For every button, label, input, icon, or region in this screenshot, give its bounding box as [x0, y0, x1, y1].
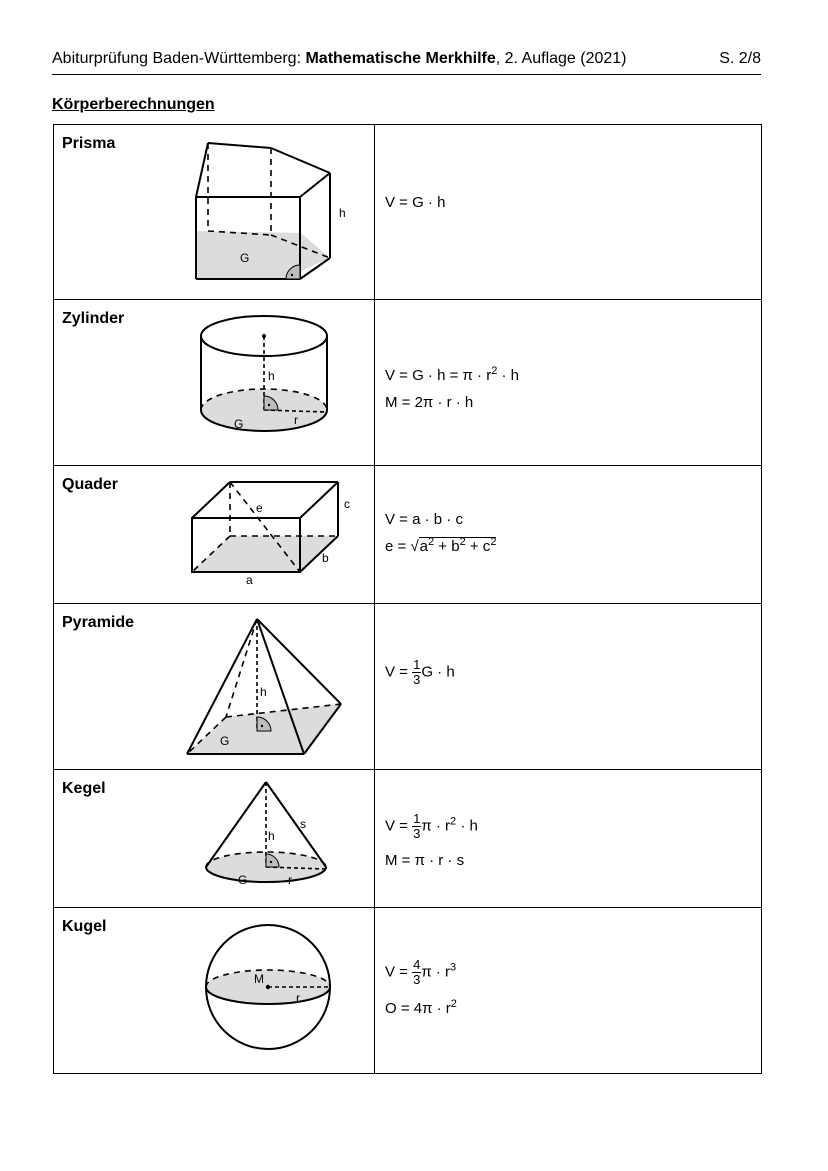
- fraction: [412, 658, 421, 687]
- kegel-formulas: [385, 812, 478, 868]
- formula-surface: [385, 999, 457, 1016]
- exponent: 2: [491, 365, 498, 377]
- formula-surface-text: O = 4π · r: [385, 1000, 451, 1017]
- denominator: 3: [413, 972, 421, 987]
- formula-lhs: V =: [385, 663, 413, 681]
- pyramide-formula-cell: [375, 604, 762, 770]
- row-kegel: [54, 770, 762, 908]
- formula-volume: V = G · h: [385, 194, 446, 211]
- formula-tail: π · r: [421, 963, 451, 981]
- label-G: G: [238, 873, 248, 887]
- kugel-formula-cell: [375, 908, 762, 1074]
- denominator: 3: [413, 672, 421, 687]
- numerator: 1: [413, 657, 421, 672]
- shape-name: Kegel: [62, 780, 106, 797]
- formula-lateral-area: M = 2π · r · h: [385, 394, 474, 411]
- formula-lateral-area: M = π · r · s: [385, 852, 465, 869]
- prisma-figure-cell: [54, 125, 375, 300]
- shape-name: Quader: [62, 476, 119, 493]
- formula-volume-tail: · h: [497, 367, 520, 384]
- label-h: h: [268, 369, 275, 383]
- formula-tail: G · h: [421, 663, 455, 681]
- kugel-figure-cell: [54, 908, 375, 1074]
- fraction: [412, 958, 421, 987]
- formula-volume: [385, 658, 455, 687]
- quader-figure-cell: [54, 466, 375, 604]
- pyramide-formulas: [385, 658, 455, 687]
- section-title: Körperberechnungen: [52, 96, 215, 113]
- kegel-formula-cell: [375, 770, 762, 908]
- label-r: r: [288, 873, 292, 887]
- label-h: h: [260, 685, 267, 699]
- row-prisma: [54, 125, 762, 300]
- exponent: 2: [459, 536, 466, 548]
- row-quader: [54, 466, 762, 604]
- numerator: 1: [413, 811, 421, 826]
- page-header: [52, 48, 761, 75]
- radicand-a: a: [419, 538, 429, 555]
- zylinder-formulas: [385, 366, 519, 410]
- pyramid-figure: [54, 604, 374, 770]
- label-a: a: [246, 573, 253, 587]
- numerator: 4: [413, 957, 421, 972]
- header-prefix: Abiturprüfung Baden-Württemberg:: [52, 50, 306, 67]
- formula-tail: π · r: [421, 817, 451, 835]
- header-bold: Mathematische Merkhilfe: [305, 50, 496, 67]
- header-suffix: , 2. Auflage (2021): [495, 50, 627, 67]
- fraction: [412, 812, 421, 841]
- shape-name: Prisma: [62, 135, 116, 152]
- row-kugel: [54, 908, 762, 1074]
- sphere-figure: [54, 908, 374, 1074]
- label-r: r: [296, 991, 300, 1005]
- quader-formulas: [385, 512, 496, 554]
- shape-name: Pyramide: [62, 614, 135, 631]
- formula-volume: [385, 366, 519, 383]
- exponent: 3: [450, 961, 457, 974]
- prisma-formulas: [385, 195, 445, 210]
- exponent: 2: [450, 998, 457, 1010]
- label-r: r: [294, 413, 298, 427]
- label-M: M: [254, 972, 264, 986]
- kugel-formulas: [385, 958, 457, 1016]
- label-h: h: [339, 206, 346, 220]
- denominator: 3: [413, 826, 421, 841]
- formula-tail2: · h: [456, 817, 478, 835]
- shape-name: Kugel: [62, 918, 107, 935]
- label-h: h: [268, 829, 275, 843]
- cuboid-figure: [54, 466, 374, 604]
- formula-lhs: V =: [385, 963, 413, 981]
- page-number: S. 2/8: [719, 50, 761, 67]
- exponent: 2: [428, 536, 435, 548]
- label-b: b: [322, 551, 329, 565]
- row-pyramide: [54, 604, 762, 770]
- label-G: G: [220, 734, 230, 748]
- label-s: s: [300, 817, 306, 831]
- formula-volume: V = a · b · c: [385, 511, 463, 528]
- row-zylinder: [54, 300, 762, 466]
- pyramide-figure-cell: [54, 604, 375, 770]
- formula-volume: [385, 958, 457, 987]
- radicand-c: + c: [465, 538, 491, 555]
- label-c: c: [344, 497, 350, 511]
- shapes-table: [53, 124, 762, 1074]
- formula-lhs: V =: [385, 817, 413, 835]
- zylinder-figure-cell: [54, 300, 375, 466]
- label-G: G: [234, 417, 244, 431]
- kegel-figure-cell: [54, 770, 375, 908]
- formula-diagonal: [385, 537, 496, 554]
- cylinder-figure: [54, 300, 374, 466]
- sqrt-radicand: [419, 537, 497, 555]
- label-G: G: [240, 251, 250, 265]
- quader-formula-cell: [375, 466, 762, 604]
- formula-diagonal-lhs: e =: [385, 538, 411, 555]
- formula-volume: [385, 812, 478, 841]
- cone-figure: [54, 770, 374, 908]
- prisma-formula-cell: [375, 125, 762, 300]
- label-e: e: [256, 501, 263, 515]
- zylinder-formula-cell: [375, 300, 762, 466]
- shape-name: Zylinder: [62, 310, 125, 327]
- header-title: [52, 50, 627, 68]
- formula-volume-text: V = G · h = π · r: [385, 367, 492, 384]
- exponent: 2: [490, 536, 497, 548]
- exponent: 2: [450, 815, 457, 828]
- sqrt-sign: √: [410, 538, 419, 555]
- prism-figure: [54, 125, 374, 300]
- radicand-b: + b: [434, 538, 460, 555]
